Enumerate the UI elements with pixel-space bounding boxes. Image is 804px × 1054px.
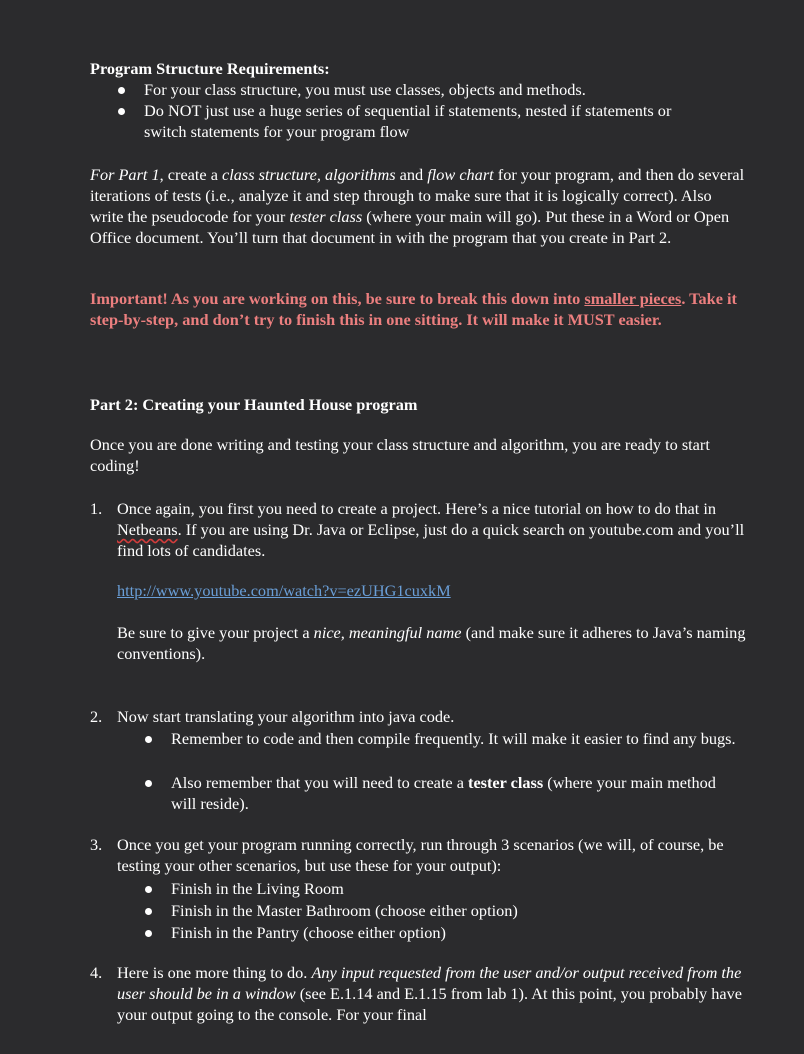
- requirements-section: [90, 58, 746, 142]
- step-1-text: Once again, you first you need to create a project. Here’s a nice tutorial on how to do that in Netbeans. If you are using Dr. Java or Eclipse, just do a quick search on youtube.com and you’ll find lots of candidates.: [117, 499, 745, 560]
- part2-intro: Once you are done writing and testing your class structure and algorithm, you are ready to start coding!: [90, 435, 710, 475]
- bullet-icon: [118, 108, 125, 115]
- tutorial-link[interactable]: http://www.youtube.com/watch?v=ezUHG1cuxkM: [117, 581, 451, 600]
- scenario-item: Finish in the Master Bathroom (choose either option): [171, 901, 518, 920]
- step-number: 4.: [90, 963, 103, 982]
- step-3-text: Once you get your program running correctly, run through 3 scenarios (we will, of course, be testing your other scenarios, but use these for your output):: [117, 835, 724, 875]
- step-4-text: Here is one more thing to do. Any input requested from the user and/or output received from the user should be in a window (see E.1.14 and E.1.15 from lab 1). At this point, you probably have your output going to the console. For your final: [117, 963, 742, 1024]
- spellcheck-word: Netbeans: [117, 520, 178, 539]
- scenario-item: Finish in the Pantry (choose either option): [171, 923, 446, 942]
- part1-paragraph: For Part 1, create a class structure, algorithms and flow chart for your program, and then do several iterations of tests (i.e., analyze it and step through to make sure that it is logically correct). Also write the pseudocode for your tester class (where your main will go). Put these in a Word or Open Office document. You’ll turn that document in with the program that you create in Part 2.: [90, 165, 745, 247]
- bullet-icon: [145, 908, 152, 915]
- step-number: 3.: [90, 835, 103, 854]
- important-note: Important! As you are working on this, be sure to break this down into smaller pieces. Take it step-by-step, and don’t try to finish this in one sitting. It will make it MUST easier.: [90, 289, 737, 329]
- requirements-heading: Program Structure Requirements:: [90, 59, 330, 78]
- step-number: 1.: [90, 499, 103, 518]
- bullet-icon: [145, 780, 152, 787]
- step-2-bullet: Also remember that you will need to create a tester class (where your main method will reside).: [171, 773, 716, 813]
- step-1-note: Be sure to give your project a nice, meaningful name (and make sure it adheres to Java’s naming conventions).: [117, 623, 746, 663]
- bullet-icon: [145, 886, 152, 893]
- step-2-text: Now start translating your algorithm into java code.: [117, 707, 455, 726]
- step-number: 2.: [90, 707, 103, 726]
- part2-heading: Part 2: Creating your Haunted House program: [90, 395, 418, 414]
- step-2-bullet: Remember to code and then compile frequently. It will make it easier to find any bugs.: [171, 729, 736, 748]
- bullet-icon: [145, 930, 152, 937]
- scenario-item: Finish in the Living Room: [171, 879, 344, 898]
- requirements-bullet: For your class structure, you must use classes, objects and methods.: [90, 79, 746, 100]
- requirements-bullet: Do NOT just use a huge series of sequential if statements, nested if statements or switch statements for your program flow: [90, 100, 746, 142]
- bullet-icon: [145, 736, 152, 743]
- bullet-icon: [118, 87, 125, 94]
